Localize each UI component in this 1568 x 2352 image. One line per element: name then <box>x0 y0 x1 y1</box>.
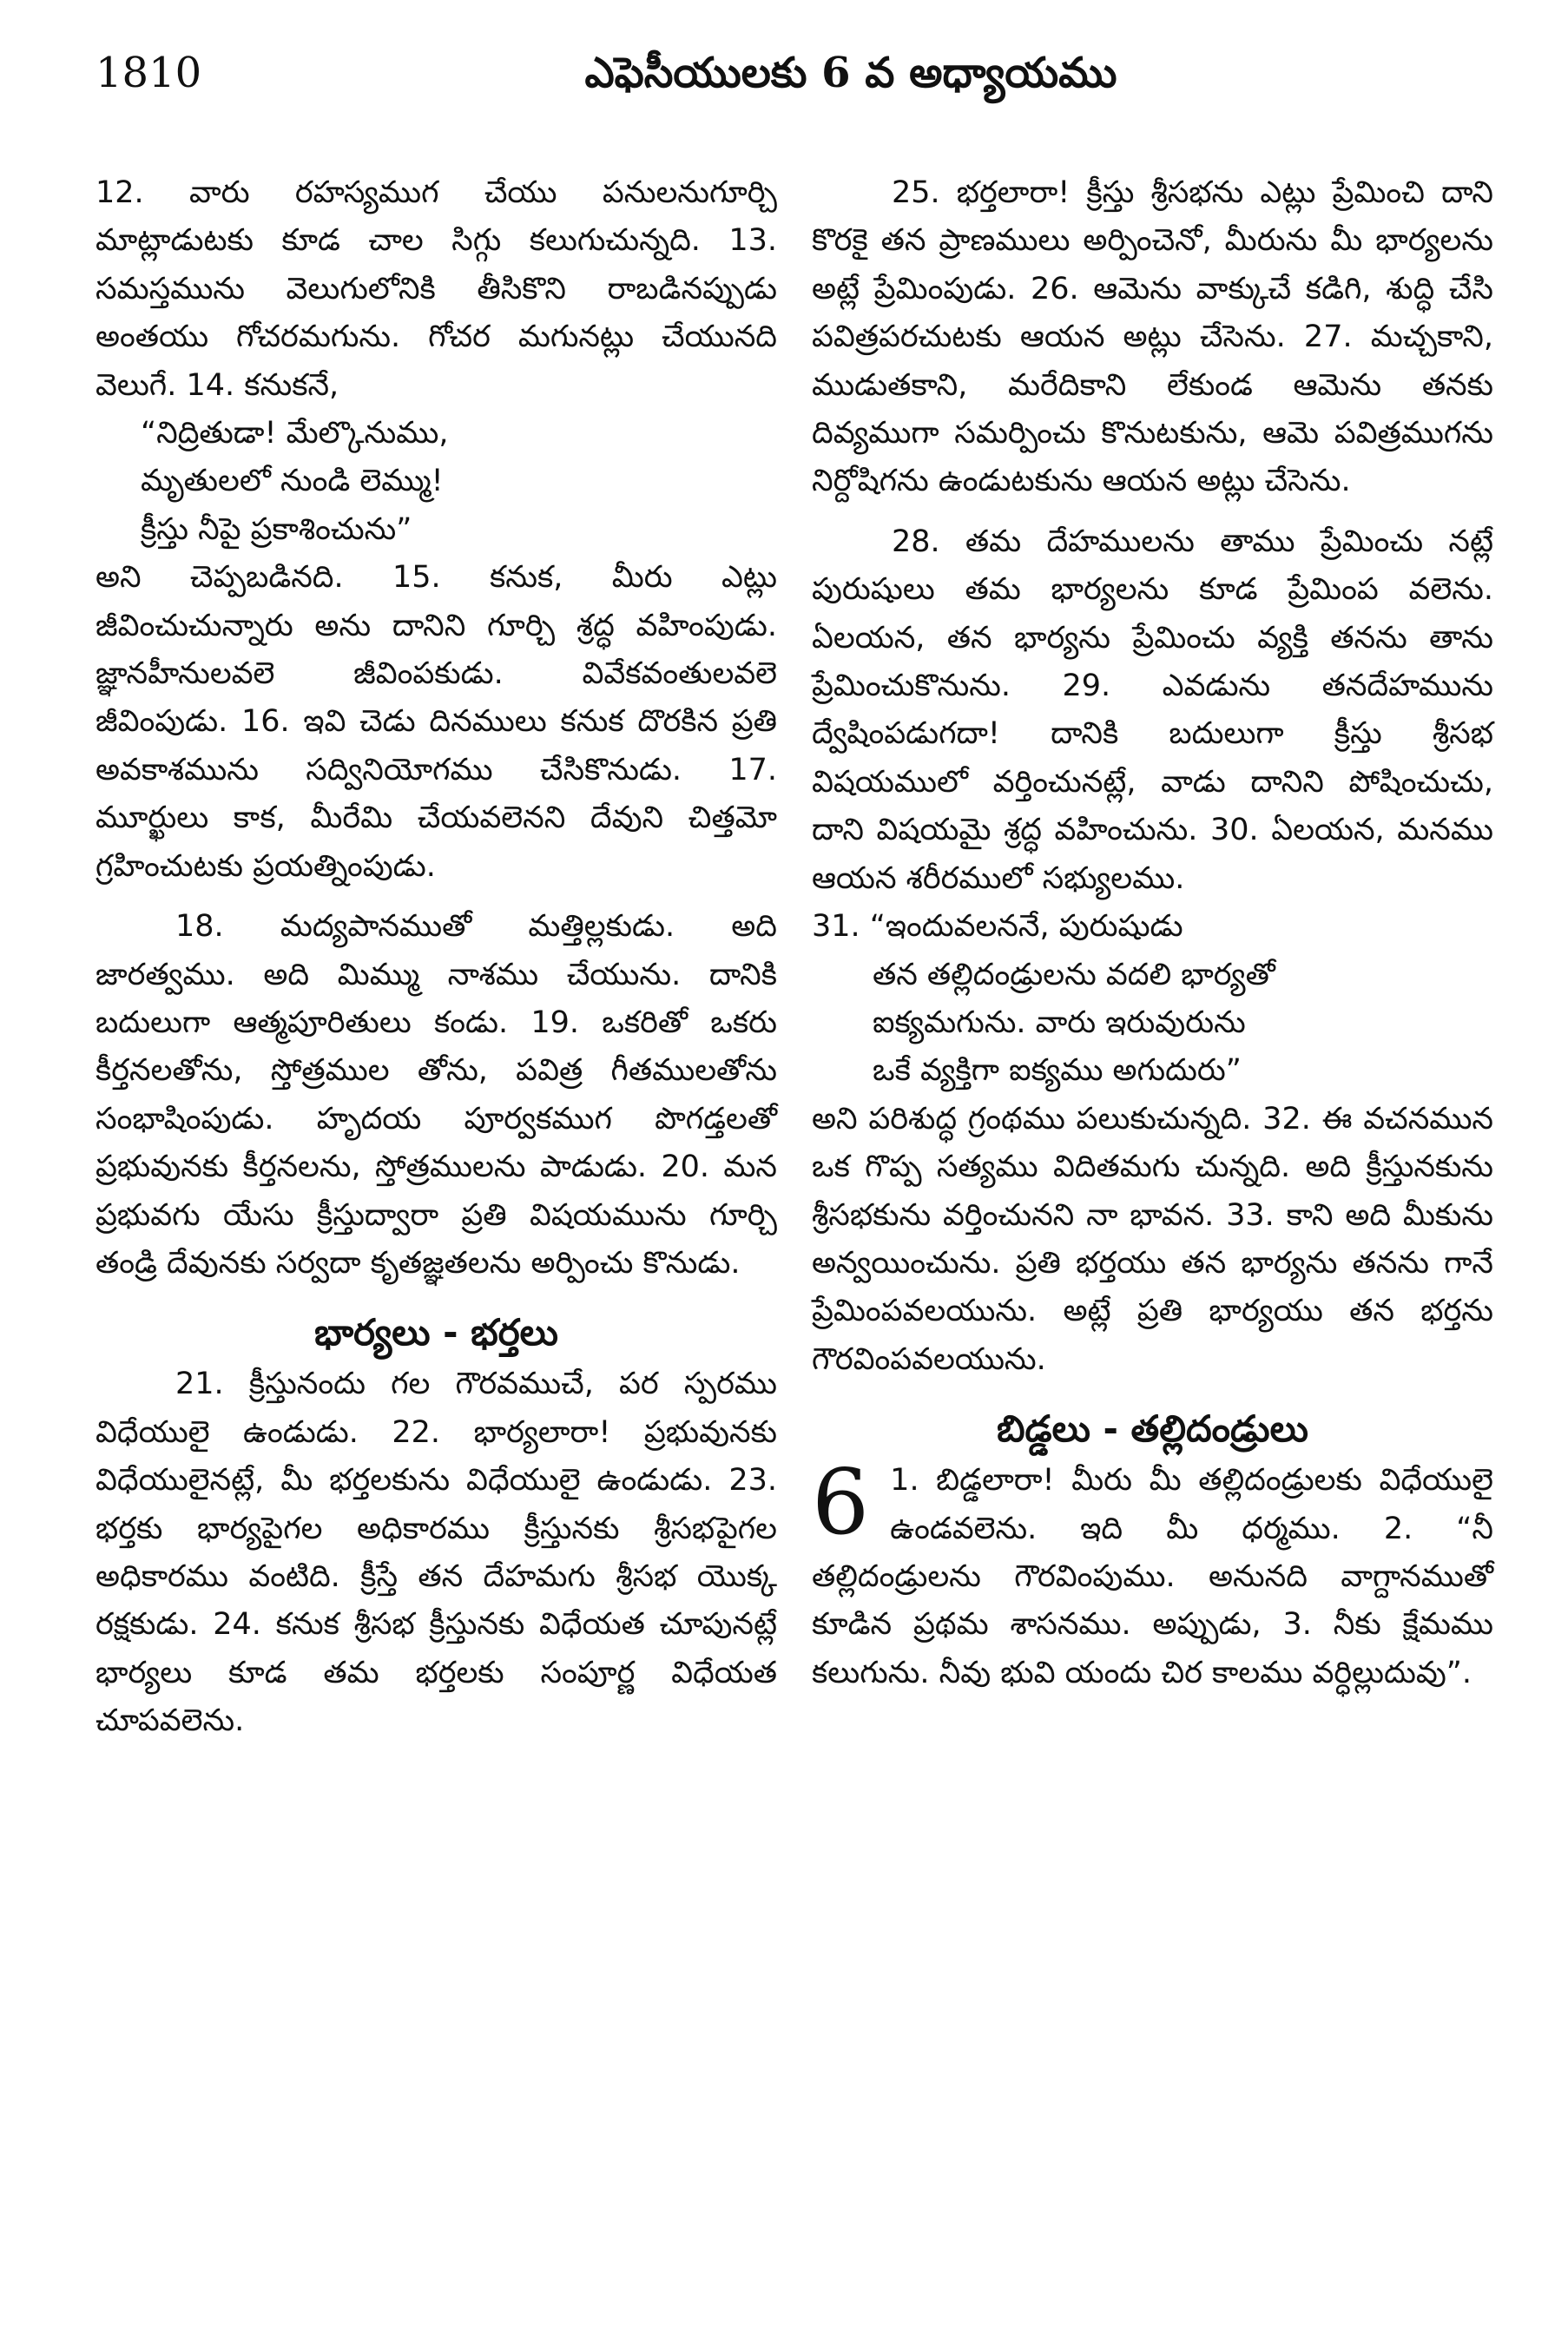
poem-line: మృతులలో నుండి లెమ్ము! <box>141 464 444 499</box>
verse-paragraph-28-30: 28. తమ దేహములను తాము ప్రేమించు నట్లే పురుషులు తమ భార్యలను కూడ ప్రేమింప వలెను. ఏలయన, తన భార్యను ప్రేమించు వ్యక్తి తనను తాను ప్రేమించుకొనును. 29. ఎవడును తనదేహమును ద్వేషింపడుగదా! దానికి బదులుగా క్రీస్తు శ్రీసభ విషయములో వర్తించునట్లే, వాడు దానిని పోషించుచు, దాని విషయమై శ్రద్ధ వహించును. 30. ఏలయన, మనము ఆయన శరీరములో సభ్యులము. <box>812 524 1493 896</box>
chapter-number: 6 <box>812 1449 870 1556</box>
verse-paragraph-12-14: 12. వారు రహస్యముగ చేయు పనులనుగూర్చి మాట్లాడుటకు కూడ చాల సిగ్గు కలుగుచున్నది. 13. సమస్తమును వెలుగులోనికి తీసికొని రాబడినప్పుడు అంతయు గోచరమగును. గోచర మగునట్లు చేయునది వెలుగే. 14. కనుకనే, <box>96 175 777 403</box>
right-column <box>812 169 1493 1697</box>
verse-paragraph-15-17: అని చెప్పబడినది. 15. కనుక, మీరు ఎట్లు జీవించుచున్నారు అను దానిని గూర్చి శ్రద్ధ వహింపుడు. జ్ఞానహీనులవలె జీవింపకుడు. వివేకవంతులవలె జీవింపుడు. 16. ఇవి చెడు దినములు కనుక దొరకిన ప్రతి అవకాశమును సద్వినియోగము చేసికొనుడు. 17. మూర్ఖులు కాక, మీరేమి చేయవలెనని దేవుని చిత్తమో గ్రహించుటకు ప్రయత్నింపుడు. <box>96 560 777 884</box>
running-head: ఎఫెసీయులకు 6 వ అధ్యాయము <box>584 49 1117 97</box>
poem-line: క్రీస్తు నీపై ప్రకాశించును” <box>141 511 412 547</box>
poem-line: తన తల్లిదండ్రులను వదలి భార్యతో <box>873 957 1275 992</box>
poem-line: 31. “ఇందువలననే, పురుషుడు <box>812 909 1183 945</box>
poem-quote <box>812 903 1493 1096</box>
chapter-6-start <box>812 1449 1493 1697</box>
poem-line: “నిద్రితుడా! మేల్కొనుము, <box>141 416 449 451</box>
verse-paragraph-21-24: 21. క్రీస్తునందు గల గౌరవముచే, పర స్పరము విధేయులై ఉండుడు. 22. భార్యలారా! ప్రభువునకు విధేయులైనట్లే, మీ భర్తలకును విధేయులై ఉండుడు. 23. భర్తకు భార్యపైగల అధికారము క్రీస్తునకు శ్రీసభపైగల అధికారము వంటిది. క్రీస్తే తన దేహమగు శ్రీసభ యొక్క రక్షకుడు. 24. కనుక శ్రీసభ క్రీస్తునకు విధేయత చూపునట్లే భార్యలు కూడ తమ భర్తలకు సంపూర్ణ విధేయత చూపవలెను. <box>96 1367 777 1739</box>
poem-line: ఐక్యమగును. వారు ఇరువురును <box>873 1005 1246 1040</box>
poem-quote <box>141 410 777 554</box>
left-column <box>96 169 777 1746</box>
verse-paragraph-6-1-3: 1. బిడ్డలారా! మీరు మీ తల్లిదండ్రులకు విధేయులై ఉండవలెను. ఇది మీ ధర్మము. 2. “నీ తల్లిదండ్రులను గౌరవింపుము. అనునది వాగ్దానముతో కూడిన ప్రథమ శాసనము. అప్పుడు, 3. నీకు క్షేమము కలుగును. నీవు భువి యందు చిర కాలము వర్ధిల్లుదువు”. <box>812 1463 1493 1690</box>
page-number: 1810 <box>96 49 202 97</box>
section-heading-wives-husbands: భార్యలు - భర్తలు <box>314 1311 558 1354</box>
page-header <box>96 38 1472 108</box>
verse-paragraph-25-27: 25. భర్తలారా! క్రీస్తు శ్రీసభను ఎట్లు ప్రేమించి దాని కొరకై తన ప్రాణములు అర్పించెనో, మీరును మీ భార్యలను అట్లే ప్రేమింపుడు. 26. ఆమెను వాక్కుచే కడిగి, శుద్ధి చేసి పవిత్రపరచుటకు ఆయన అట్లు చేసెను. 27. మచ్చకాని, ముడుతకాని, మరేదికాని లేకుండ ఆమెను తనకు దివ్యముగా సమర్పించు కొనుటకును, ఆమె పవిత్రముగను నిర్దోషిగను ఉండుటకును ఆయన అట్లు చేసెను. <box>812 175 1493 499</box>
verse-paragraph-18-20: 18. మద్యపానముతో మత్తిల్లకుడు. అది జారత్వము. అది మిమ్ము నాశము చేయును. దానికి బదులుగా ఆత్మపూరితులు కండు. 19. ఒకరితో ఒకరు కీర్తనలతోను, స్తోత్రముల తోను, పవిత్ర గీతములతోను సంభాషింపుడు. హృదయ పూర్వకముగ పొగడ్తలతో ప్రభువునకు కీర్తనలను, స్తోత్రములను పాడుడు. 20. మన ప్రభువగు యేసు క్రీస్తుద్వారా ప్రతి విషయమును గూర్చి తండ్రి దేవునకు సర్వదా కృతజ్ఞతలను అర్పించు కొనుడు. <box>96 909 777 1281</box>
poem-line: ఒకే వ్యక్తిగా ఐక్యము అగుదురు” <box>873 1053 1242 1089</box>
verse-paragraph-31-33: అని పరిశుద్ధ గ్రంథము పలుకుచున్నది. 32. ఈ వచనమున ఒక గొప్ప సత్యము విదితమగు చున్నది. అది క్రీస్తునకును శ్రీసభకును వర్తించునని నా భావన. 33. కాని అది మీకును అన్వయించును. ప్రతి భర్తయు తన భార్యను తనను గానే ప్రేమింపవలయును. అట్లే ప్రతి భార్యయు తన భర్తను గౌరవింపవలయును. <box>812 1101 1493 1377</box>
section-heading-children-parents: బిడ్డలు - తల్లిదండ్రులు <box>997 1407 1308 1451</box>
